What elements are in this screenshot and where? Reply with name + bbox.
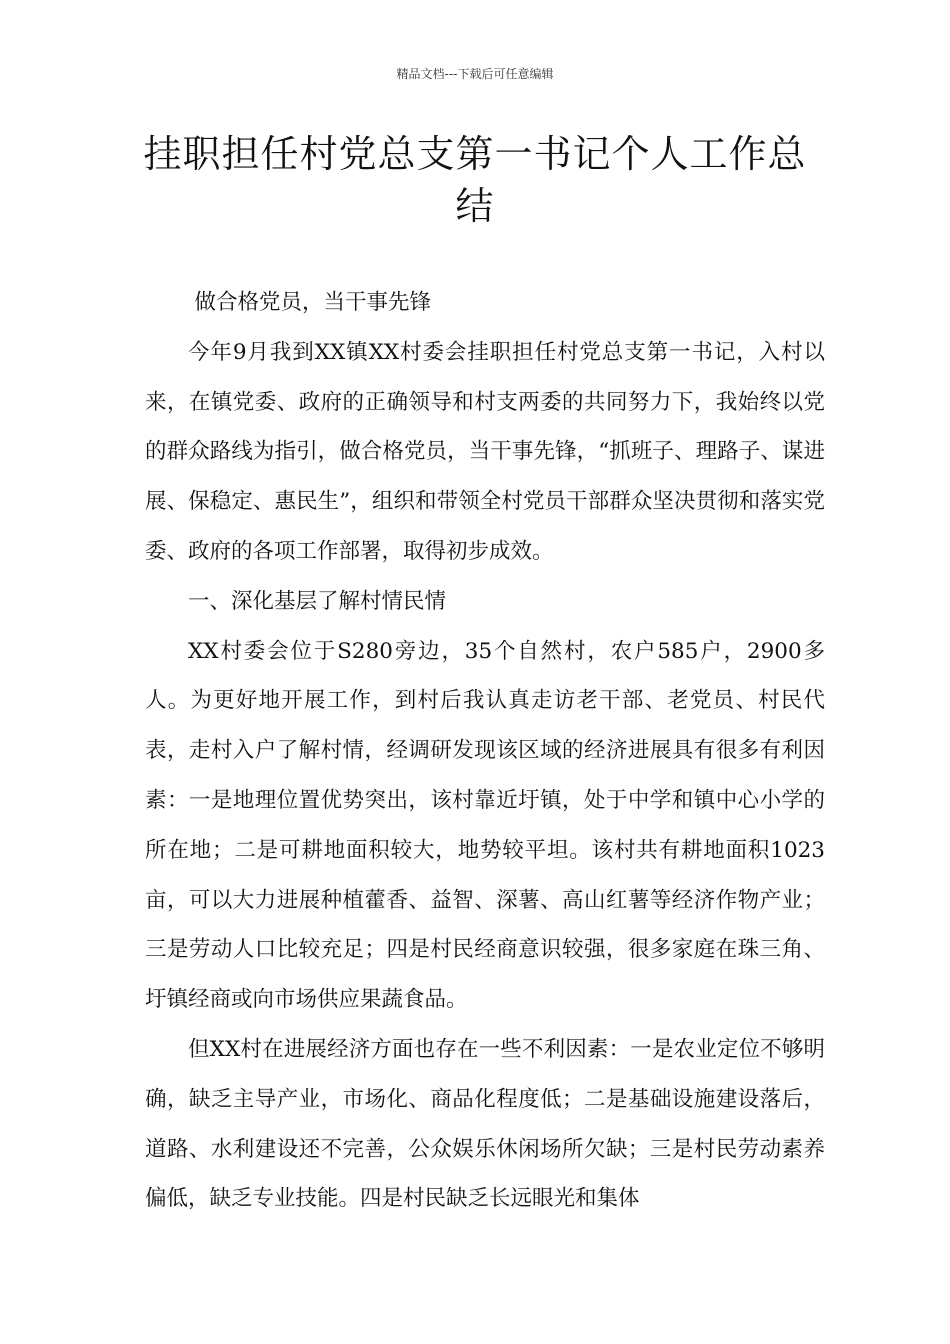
document-body [145, 278, 825, 1224]
header-note: 精品文档---下载后可任意编辑 [396, 67, 554, 81]
paragraph: 今年9月我到XX镇XX村委会挂职担任村党总支第一书记，入村以来，在镇党委、政府的正确领导和村支两委的共同努力下，我始终以党的群众路线为指引，做合格党员，当干事先锋，“抓班子、理路子、谋进展、保稳定、惠民生”，组织和带领全村党员干部群众坚决贯彻和落实党委、政府的各项工作部署，取得初步成效。 [145, 339, 825, 564]
document-title: 挂职担任村党总支第一书记个人工作总结 [143, 132, 807, 228]
paragraph: XX村委会位于S280旁边，35个自然村，农户585户，2900多人。为更好地开展工作，到村后我认真走访老干部、老党员、村民代表，走村入户了解村情，经调研发现该区域的经济进展具有很多有利因素：一是地理位置优势突出，该村靠近圩镇，处于中学和镇中心小学的所在地；二是可耕地面积较大，地势较平坦。该村共有耕地面积1023亩，可以大力进展种植藿香、益智、深薯、高山红薯等经济作物产业；三是劳动人口比较充足；四是村民经商意识较强，很多家庭在珠三角、圩镇经商或向市场供应果蔬食品。 [145, 638, 825, 1013]
paragraph: 但XX村在进展经济方面也存在一些不利因素：一是农业定位不够明确，缺乏主导产业，市场化、商品化程度低；二是基础设施建设落后，道路、水利建设还不完善，公众娱乐休闲场所欠缺；三是村民劳动素养偏低，缺乏专业技能。四是村民缺乏长远眼光和集体 [145, 1036, 825, 1212]
section-heading: 一、深化基层了解村情民情 [188, 588, 447, 614]
section-subtitle: 做合格党员，当干事先锋 [194, 290, 431, 315]
